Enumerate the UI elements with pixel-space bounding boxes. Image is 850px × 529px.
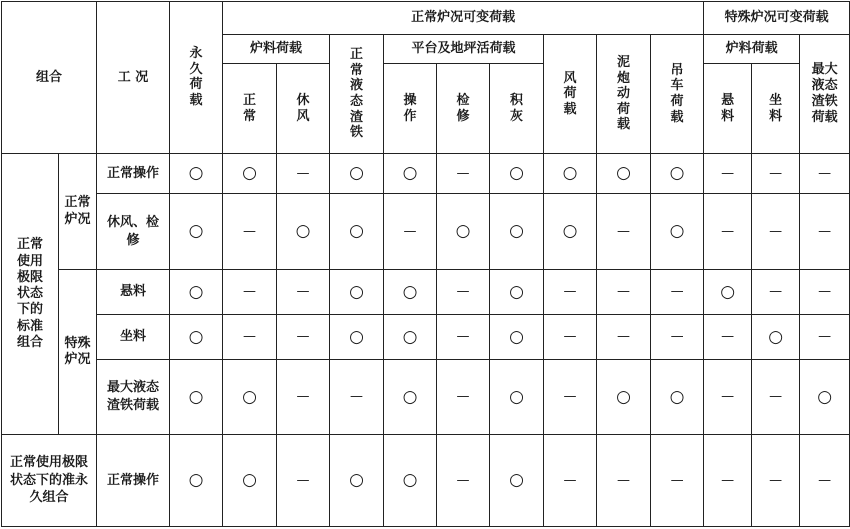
cell-mark: ○ (651, 154, 704, 194)
cell-mark: — (437, 154, 490, 194)
cell-mark: — (704, 194, 752, 270)
row-label: 休风、检修 (97, 194, 170, 270)
header-seating: 坐料 (752, 64, 800, 154)
cell-mark: ○ (544, 194, 597, 270)
cell-mark: — (800, 194, 850, 270)
header-combo: 组合 (2, 2, 97, 154)
header-special-variable: 特殊炉况可变荷载 (704, 2, 850, 35)
cell-mark: ○ (437, 194, 490, 270)
cell-mark: — (277, 435, 330, 527)
cell-mark: — (800, 154, 850, 194)
header-max-liquid: 最大液态渣铁荷载 (800, 35, 850, 154)
header-rest-wind: 休风 (277, 64, 330, 154)
group-standard: 正常使用极限状态下的标准组合 (2, 154, 59, 435)
cell-mark: — (800, 270, 850, 315)
cell-mark: ○ (223, 154, 277, 194)
cell-mark: ○ (330, 435, 384, 527)
cell-mark: ○ (704, 270, 752, 315)
cell-mark: — (544, 359, 597, 435)
cell-mark: — (277, 315, 330, 359)
cell-mark: ○ (651, 194, 704, 270)
cell-mark: — (437, 435, 490, 527)
cell-mark: — (704, 315, 752, 359)
cell-mark: — (800, 435, 850, 527)
cell-mark: — (544, 435, 597, 527)
cell-mark: ○ (277, 194, 330, 270)
cell-mark: — (704, 359, 752, 435)
row-label: 正常操作 (97, 435, 170, 527)
row-label: 坐料 (97, 315, 170, 359)
load-combination-table (1, 1, 850, 527)
cell-mark: — (437, 270, 490, 315)
cell-mark: ○ (800, 359, 850, 435)
group-normal-condition: 正常炉况 (59, 154, 97, 270)
cell-mark: — (752, 194, 800, 270)
cell-mark: ○ (330, 154, 384, 194)
header-mud-gun: 泥炮动荷载 (597, 35, 651, 154)
group-special-condition: 特殊炉况 (59, 270, 97, 435)
header-furnace-load: 炉料荷载 (223, 35, 330, 64)
header-wind: 风荷载 (544, 35, 597, 154)
header-operation: 操作 (384, 64, 437, 154)
header-crane: 吊车荷载 (651, 35, 704, 154)
cell-mark: — (704, 435, 752, 527)
cell-mark: — (651, 435, 704, 527)
cell-mark: — (597, 435, 651, 527)
cell-mark: ○ (490, 194, 544, 270)
cell-mark: ○ (384, 315, 437, 359)
cell-mark: ○ (490, 270, 544, 315)
cell-mark: ○ (223, 435, 277, 527)
cell-mark: ○ (223, 359, 277, 435)
cell-mark: — (800, 315, 850, 359)
cell-mark: ○ (651, 359, 704, 435)
cell-mark: ○ (330, 315, 384, 359)
cell-mark: — (223, 315, 277, 359)
cell-mark: — (437, 359, 490, 435)
cell-mark: — (704, 154, 752, 194)
cell-mark: — (597, 315, 651, 359)
cell-mark: — (544, 270, 597, 315)
header-platform-live: 平台及地坪活荷载 (384, 35, 544, 64)
cell-mark: — (651, 315, 704, 359)
cell-mark: — (544, 315, 597, 359)
header-normal-liquid: 正常液态渣铁 (330, 35, 384, 154)
row-label: 最大液态渣铁荷载 (97, 359, 170, 435)
cell-mark: ○ (170, 315, 223, 359)
header-permanent: 永久荷载 (170, 2, 223, 154)
group-quasi: 正常使用极限状态下的准永久组合 (2, 435, 97, 527)
cell-mark: ○ (597, 154, 651, 194)
header-normal-variable: 正常炉况可变荷载 (223, 2, 704, 35)
cell-mark: ○ (490, 315, 544, 359)
cell-mark: ○ (170, 435, 223, 527)
cell-mark: ○ (170, 359, 223, 435)
cell-mark: — (330, 359, 384, 435)
cell-mark: ○ (752, 315, 800, 359)
cell-mark: — (597, 194, 651, 270)
row-label: 正常操作 (97, 154, 170, 194)
cell-mark: ○ (384, 154, 437, 194)
cell-mark: ○ (490, 435, 544, 527)
header-ash: 积灰 (490, 64, 544, 154)
cell-mark: ○ (490, 359, 544, 435)
cell-mark: — (277, 270, 330, 315)
cell-mark: ○ (170, 194, 223, 270)
cell-mark: — (752, 435, 800, 527)
cell-mark: ○ (170, 270, 223, 315)
cell-mark: ○ (384, 270, 437, 315)
cell-mark: — (752, 359, 800, 435)
cell-mark: — (752, 270, 800, 315)
header-furnace-load-special: 炉料荷载 (704, 35, 800, 64)
cell-mark: ○ (597, 359, 651, 435)
cell-mark: ○ (384, 359, 437, 435)
cell-mark: ○ (330, 194, 384, 270)
cell-mark: — (597, 270, 651, 315)
cell-mark: — (384, 194, 437, 270)
cell-mark: — (277, 359, 330, 435)
header-condition: 工 况 (97, 2, 170, 154)
cell-mark: ○ (490, 154, 544, 194)
cell-mark: ○ (170, 154, 223, 194)
cell-mark: — (752, 154, 800, 194)
header-maintenance: 检修 (437, 64, 490, 154)
row-label: 悬料 (97, 270, 170, 315)
cell-mark: ○ (330, 270, 384, 315)
cell-mark: ○ (544, 154, 597, 194)
cell-mark: — (223, 270, 277, 315)
header-hanging: 悬料 (704, 64, 752, 154)
cell-mark: — (651, 270, 704, 315)
cell-mark: — (437, 315, 490, 359)
cell-mark: — (223, 194, 277, 270)
cell-mark: — (277, 154, 330, 194)
cell-mark: ○ (384, 435, 437, 527)
header-normal-load: 正常 (223, 64, 277, 154)
